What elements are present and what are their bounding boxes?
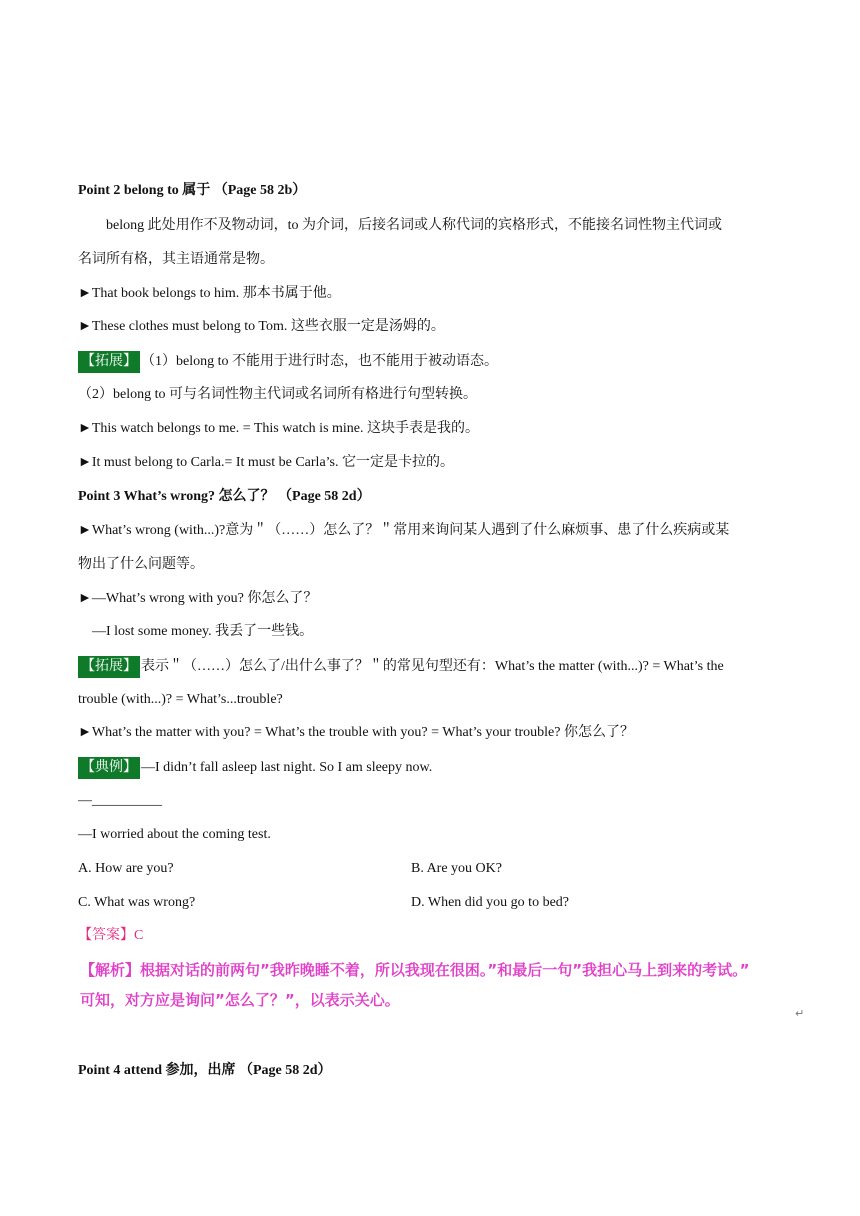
- analysis-line-1: 【解析】根据对话的前两句”我昨晚睡不着，所以我现在很困。”和最后一句”我担心马上到来的考试。”: [80, 961, 750, 979]
- point3-heading: Point 3 What’s wrong? 怎么了？ （Page 58 2d）: [78, 489, 371, 504]
- point2-example-3: ►This watch belongs to me. = This watch is mine. 这块手表是我的。: [78, 421, 480, 436]
- paragraph-return-mark: ↵: [795, 1007, 805, 1020]
- point3-example-row: [78, 757, 788, 777]
- point3-example-1: ►—What’s wrong with you? 你怎么了？: [78, 591, 318, 606]
- expand-tag: 【拓展】: [78, 351, 140, 373]
- point2-example-4: ►It must belong to Carla.= It must be Carla’s. 它一定是卡拉的。: [78, 455, 454, 470]
- point2-expand-2: （2）belong to 可与名词性物主代词或名词所有格进行句型转换。: [78, 387, 477, 402]
- option-a: A. How are you?: [78, 861, 174, 876]
- option-b: B. Are you OK?: [411, 861, 502, 876]
- expand-tag: 【拓展】: [78, 656, 140, 678]
- point3-example-2: ►What’s the matter with you? = What’s the trouble with you? = What’s your trouble? 你怎么了？: [78, 725, 634, 740]
- point2-desc-line2: 名词所有格，其主语通常是物。: [78, 252, 274, 267]
- point3-example-1-reply: —I lost some money. 我丢了一些钱。: [92, 624, 314, 639]
- point3-expand-row: [78, 656, 788, 676]
- option-d: D. When did you go to bed?: [411, 895, 569, 910]
- point3-desc-line1: ►What’s wrong (with...)?意为＂（……）怎么了？＂常用来询问某人遇到了什么麻烦事、患了什么疾病或某: [78, 523, 730, 538]
- point3-expand-line1: 表示＂（……）怎么了/出什么事了？＂的常见句型还有：What’s the matter (with...)? = What’s the: [141, 659, 724, 675]
- point4-heading: Point 4 attend 参加，出席 （Page 58 2d）: [78, 1063, 332, 1078]
- options-row-2: [78, 893, 788, 913]
- analysis-block: [80, 955, 800, 1015]
- analysis-line-2: 可知，对方应是询问”怎么了？”，以表示关心。: [80, 991, 400, 1009]
- example-reply: —I worried about the coming test.: [78, 827, 271, 842]
- options-row-1: [78, 859, 788, 879]
- point3-desc-line2: 物出了什么问题等。: [78, 557, 204, 572]
- point2-expand-row: [78, 351, 788, 371]
- point2-heading: Point 2 belong to 属于 （Page 58 2b）: [78, 183, 307, 198]
- example-question: —I didn’t fall asleep last night. So I am sleepy now.: [141, 760, 433, 776]
- option-c: C. What was wrong?: [78, 895, 196, 910]
- example-tag: 【典例】: [78, 757, 140, 779]
- point2-example-1: ►That book belongs to him. 那本书属于他。: [78, 286, 341, 301]
- answer-line: 【答案】C: [78, 928, 144, 943]
- point2-desc-line1: belong 此处用作不及物动词，to 为介词，后接名词或人称代词的宾格形式，不能接名词性物主代词或: [106, 218, 722, 233]
- point2-example-2: ►These clothes must belong to Tom. 这些衣服一定是汤姆的。: [78, 319, 445, 334]
- point2-expand-1: （1）belong to 不能用于进行时态，也不能用于被动语态。: [141, 354, 498, 370]
- point3-expand-line2: trouble (with...)? = What’s...trouble?: [78, 692, 283, 707]
- example-blank: —__________: [78, 793, 162, 808]
